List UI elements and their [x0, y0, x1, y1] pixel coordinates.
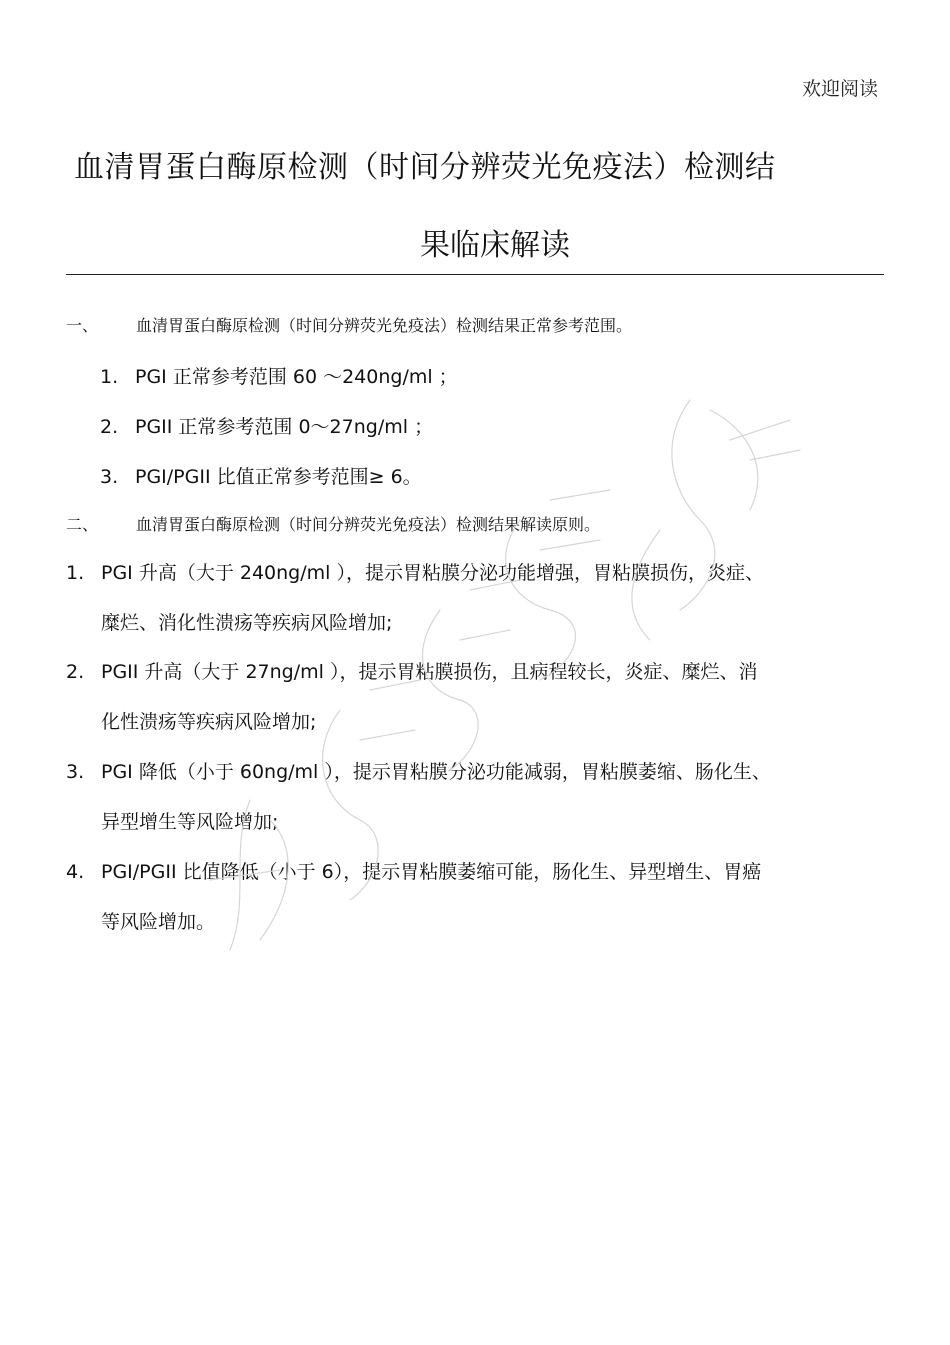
interpretation-item — [66, 847, 866, 947]
document-title-line-2: 果临床解读 — [420, 228, 570, 263]
interpretation-item — [66, 747, 866, 847]
item-text-line-1: PGI 降低（小于 60ng/ml ），提示胃粘膜分泌功能减弱，胃粘膜萎缩、肠化生、 — [101, 761, 771, 783]
section-heading-text: 血清胃蛋白酶原检测（时间分辨荧光免疫法）检测结果解读原则。 — [136, 515, 601, 534]
item-text-line-2: 糜烂、消化性溃疡等疾病风险增加; — [101, 612, 393, 634]
item-number: 3. — [66, 761, 85, 783]
item-text-line-2: 等风险增加。 — [101, 911, 216, 933]
reference-item — [100, 362, 458, 389]
item-number: 1. — [100, 366, 119, 388]
section-heading-interpretation — [66, 512, 600, 535]
header-note: 欢迎阅读 — [801, 78, 878, 100]
item-text-line-2: 异型增生等风险增加; — [101, 811, 279, 833]
section-number: 二、 — [66, 515, 99, 534]
item-number: 4. — [66, 861, 85, 883]
item-number: 2. — [100, 416, 119, 438]
section-heading-text: 血清胃蛋白酶原检测（时间分辨荧光免疫法）检测结果正常参考范围。 — [136, 316, 633, 335]
reference-item — [100, 412, 433, 439]
item-number: 2. — [66, 661, 85, 683]
item-text: PGII 正常参考范围 0～27ng/ml ； — [135, 416, 434, 438]
section-heading-reference-range — [66, 313, 632, 336]
item-text-line-2: 化性溃疡等疾病风险增加; — [101, 711, 317, 733]
item-text: PGI 正常参考范围 60 ～240ng/ml ； — [135, 366, 458, 388]
section-number: 一、 — [66, 316, 99, 335]
item-text-line-1: PGI/PGII 比值降低（小于 6），提示胃粘膜萎缩可能，肠化生、异型增生、胃癌 — [101, 861, 762, 883]
item-number: 3. — [100, 466, 119, 488]
interpretation-item — [66, 647, 866, 747]
item-text: PGI/PGII 比值正常参考范围≥ 6。 — [135, 466, 422, 488]
reference-item — [100, 462, 422, 489]
title-divider — [66, 274, 884, 275]
item-number: 1. — [66, 562, 85, 584]
item-text-line-1: PGI 升高（大于 240ng/ml ），提示胃粘膜分泌功能增强，胃粘膜损伤，炎症、 — [101, 562, 764, 584]
document-title-line-1: 血清胃蛋白酶原检测（时间分辨荧光免疫法）检测结 — [74, 150, 776, 185]
item-text-line-1: PGII 升高（大于 27ng/ml ），提示胃粘膜损伤，且病程较长，炎症、糜烂、消 — [101, 661, 758, 683]
interpretation-item — [66, 548, 866, 648]
